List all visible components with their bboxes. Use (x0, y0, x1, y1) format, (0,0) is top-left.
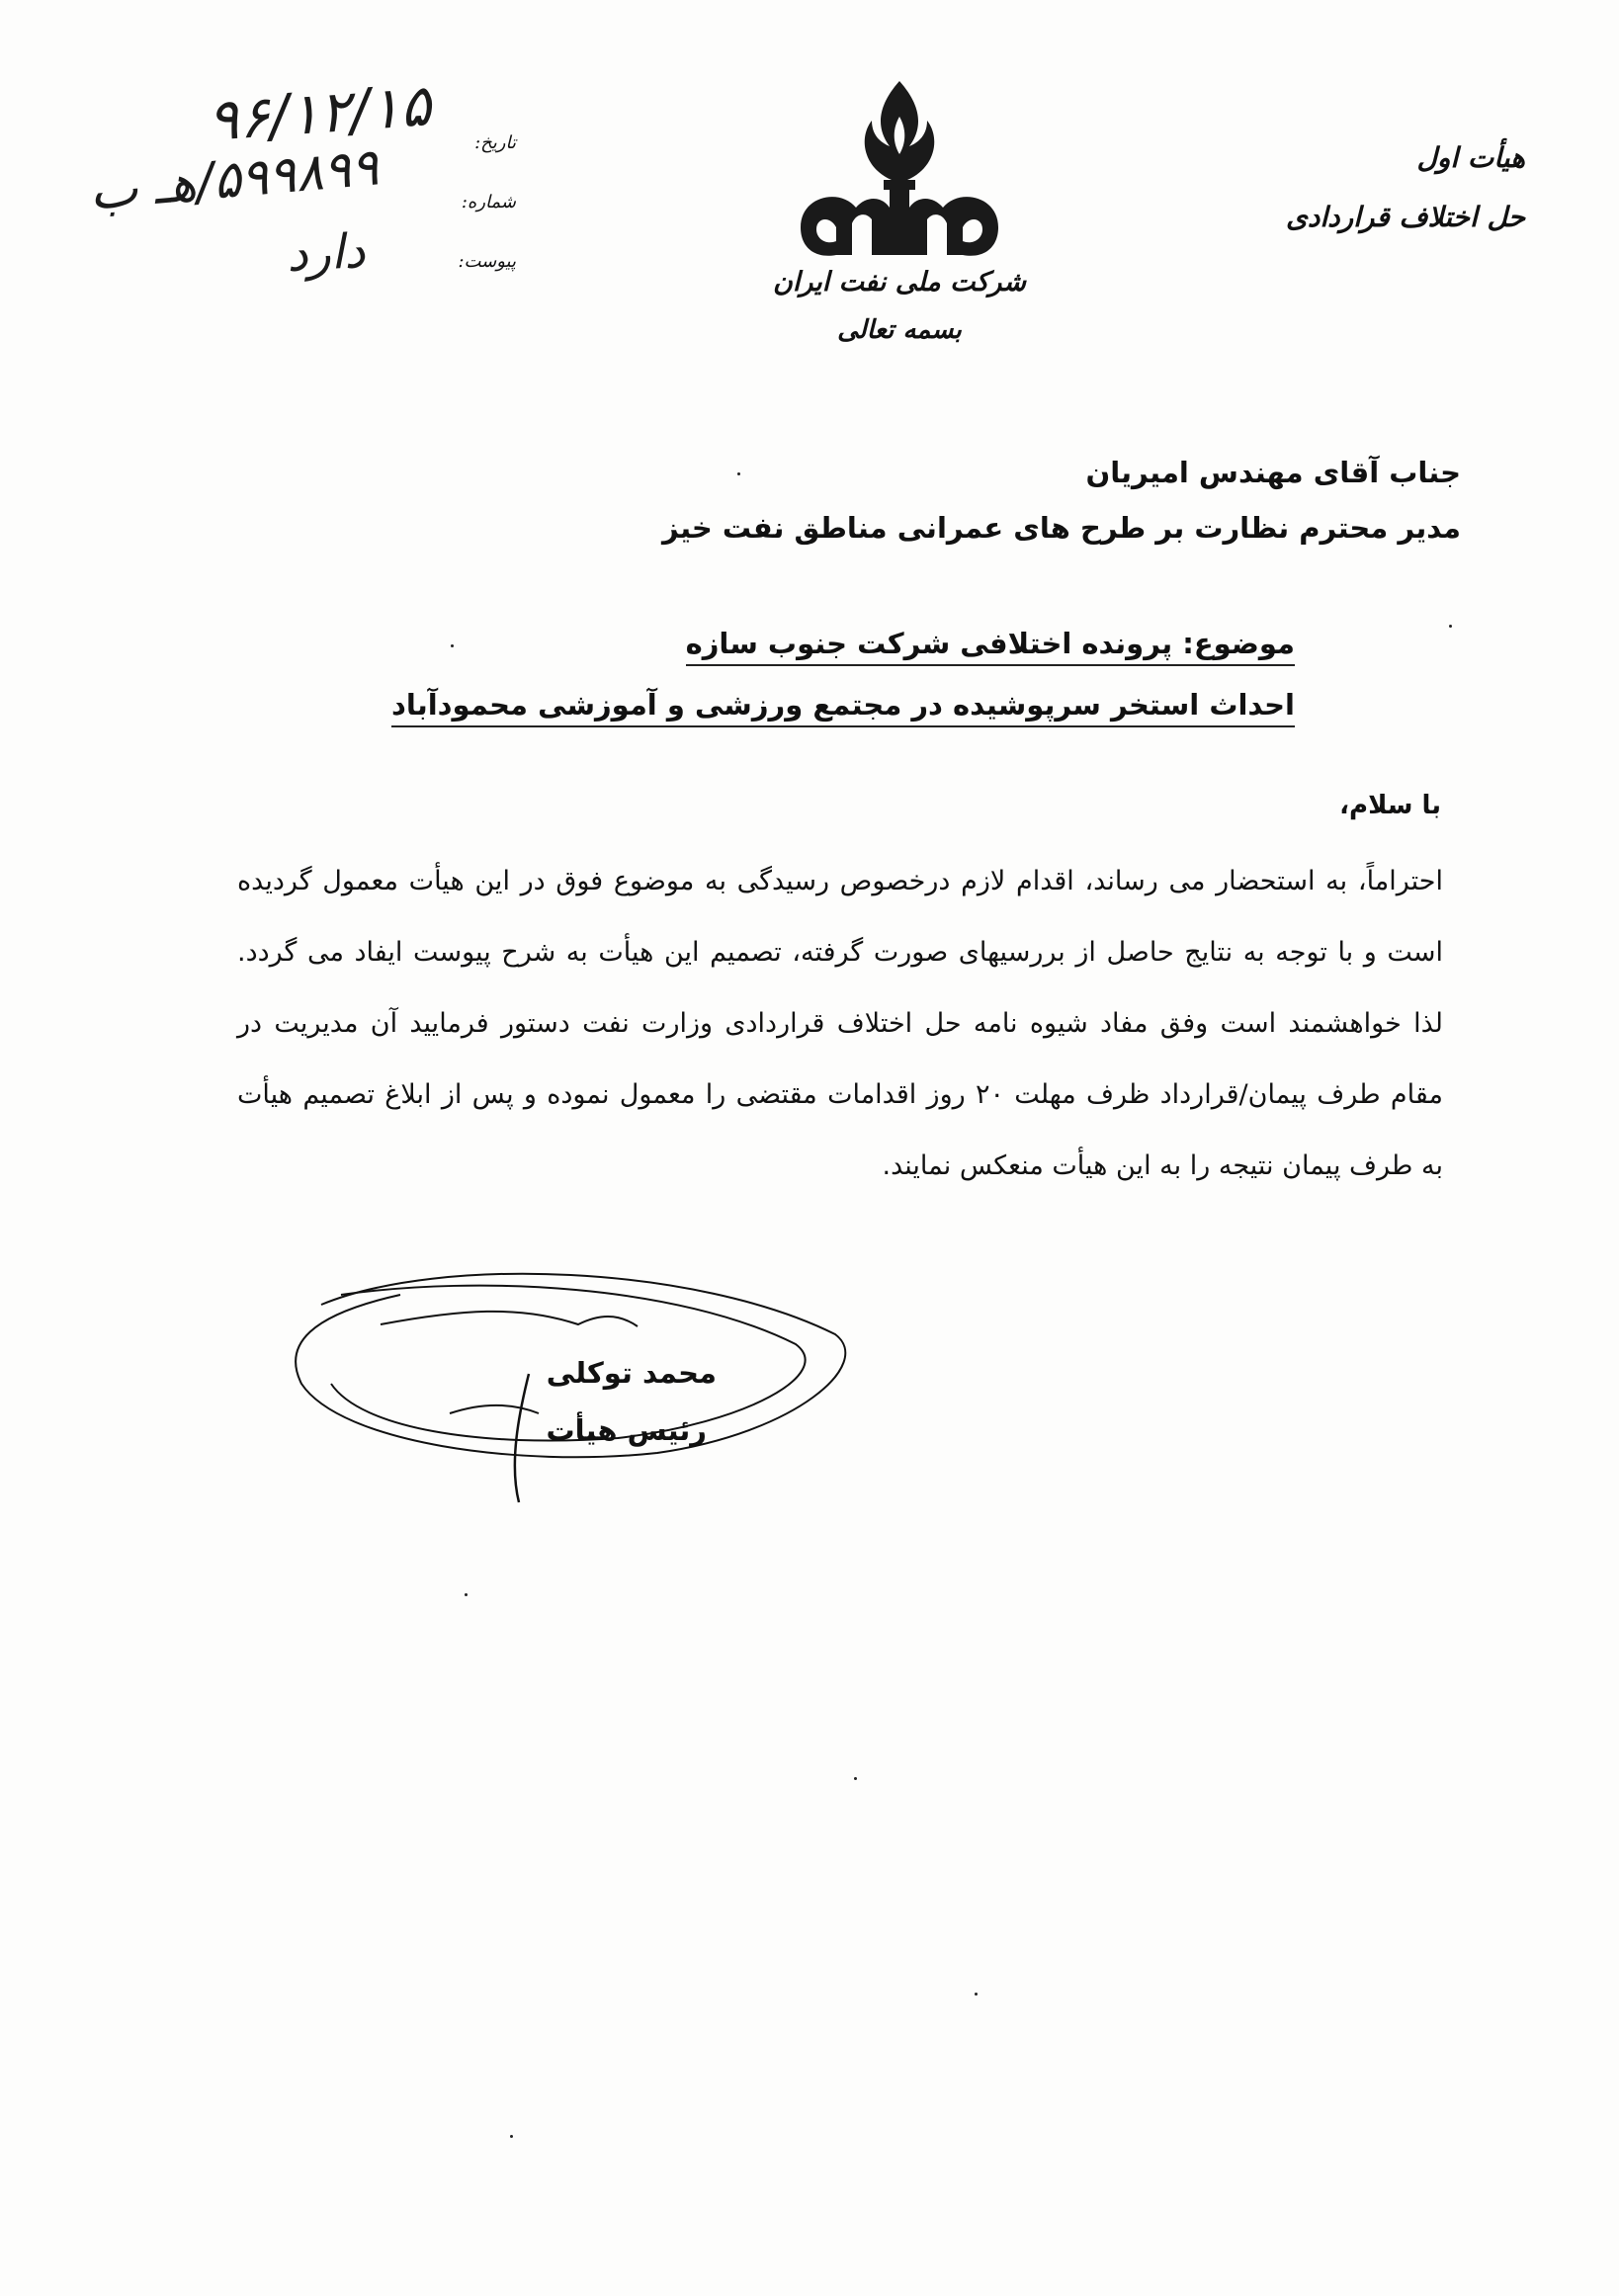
body-paragraph: احتراماً، به استحضار می رساند، اقدام لازم درخصوص رسیدگی به موضوع فوق در این هیأت معمول گردیده است و با توجه به نتایج حاصل از بررسیهای صورت گرفته، تصمیم این هیأت به شرح پیوست ایفاد می گردد. لذا خواهشمند است وفق مفاد شیوه نامه حل اختلاف قراردادی وزارت نفت دستور فرمایید آن مدیریت در مقام طرف پیمان/قرارداد ظرف مهلت ۲۰ روز اقدامات مقتضی را معمول نموده و پس از ابلاغ تصمیم هیأت به طرف پیمان نتیجه را به این هیأت منعکس نمایند. (237, 866, 1443, 1181)
number-label: شماره: (461, 192, 516, 213)
subject-block (385, 613, 1295, 735)
subject-detail: احداث استخر سرپوشیده در مجتمع ورزشی و آموزشی محمودآباد (391, 688, 1295, 727)
addressee-position: مدیر محترم نظارت بر طرح های عمرانی مناطق نفت خیز (662, 511, 1461, 545)
scan-speck (451, 644, 454, 647)
attachment-label: پیوست: (458, 251, 516, 272)
addressee-name: جناب آقای مهندس امیریان (1085, 456, 1461, 489)
scan-speck (1449, 625, 1452, 628)
addressee-block (571, 445, 1461, 555)
company-name: شرکت ملی نفت ایران (773, 267, 1026, 298)
board-header (1229, 109, 1525, 267)
scan-speck (510, 2135, 513, 2138)
greeting: با سلام، (1339, 791, 1441, 820)
scan-speck (854, 1777, 857, 1780)
signer-name: محمد توکلی (546, 1356, 717, 1390)
scan-speck (975, 1993, 978, 1996)
flame-emblem-icon (781, 69, 1018, 267)
date-value: ۹۶/۱۲/۱۵ (205, 71, 434, 154)
signer-title: رئیس هیأت (546, 1413, 707, 1447)
subject-line: موضوع: پرونده اختلافی شرکت جنوب سازه (686, 627, 1295, 666)
attachment-value: دارد (285, 222, 367, 284)
company-logo-block (761, 69, 1038, 376)
basmala: بسمه تعالی (837, 315, 962, 345)
date-label: تاریخ: (474, 132, 516, 153)
signature-area (282, 1265, 865, 1512)
scan-speck (465, 1593, 468, 1596)
letter-number-value: ۵۹۹۸۹۹/هـ ب (86, 137, 382, 222)
board-purpose: حل اختلاف قراردادی (1285, 201, 1525, 233)
scan-speck (737, 472, 740, 475)
board-name: هیأت اول (1416, 141, 1525, 174)
meta-labels (457, 124, 516, 301)
